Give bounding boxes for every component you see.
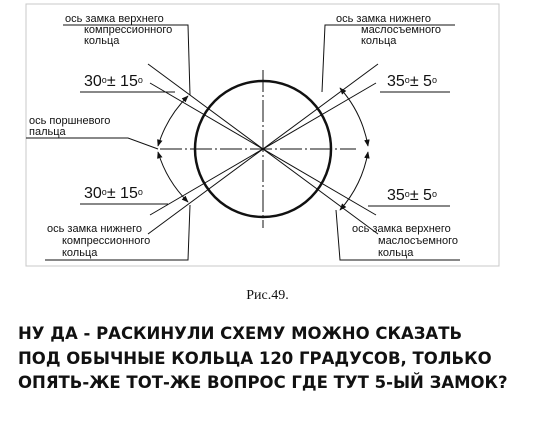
bottom-right-angle-arc [340, 152, 368, 210]
bottom-left-angle-arc [158, 152, 188, 202]
leader-pin [26, 138, 158, 149]
degree-mark: o [137, 75, 143, 85]
top-left-angle-arc [158, 96, 188, 146]
label-bottom-left-line1: ось замка нижнего [47, 223, 143, 235]
label-top-right-line3: кольца [361, 35, 397, 47]
top-right-angle-arc [340, 88, 368, 146]
angle-top-left-tolerance: ± 15 [106, 73, 138, 90]
comment-line: ОПЯТЬ-ЖЕ ТОТ-ЖЕ ВОПРОС ГДЕ ТУТ 5-ЫЙ ЗАМОК? [18, 373, 508, 392]
angle-bottom-right-tolerance: ± 5 [409, 187, 432, 204]
angle-top-right [387, 73, 437, 91]
degree-mark: o [101, 187, 107, 197]
degree-mark: o [137, 187, 143, 197]
angle-bottom-left-tolerance: ± 15 [106, 185, 138, 202]
angle-bottom-left-value: 30 [84, 185, 102, 202]
comment-line: НУ ДА - РАСКИНУЛИ СХЕМУ МОЖНО СКАЗАТЬ [18, 324, 463, 343]
label-top-left-line3: кольца [84, 35, 120, 47]
label-bottom-right-line3: кольца [378, 247, 414, 259]
angle-bottom-right-value: 35 [387, 187, 405, 204]
degree-mark: o [431, 75, 437, 85]
label-bottom-left-line3: кольца [62, 247, 98, 259]
angle-bottom-left [84, 185, 143, 203]
label-bottom-left-line2: компрессионного [62, 235, 151, 247]
degree-mark: o [404, 189, 410, 199]
angle-top-right-value: 35 [387, 73, 405, 90]
degree-mark: o [431, 189, 437, 199]
comment-line: ПОД ОБЫЧНЫЕ КОЛЬЦА 120 ГРАДУСОВ, ТОЛЬКО [18, 348, 492, 368]
label-pin-line2: пальца [29, 126, 66, 138]
angle-bottom-right [387, 187, 437, 205]
angle-top-left [84, 73, 143, 91]
label-top-right-line1: ось замка нижнего [336, 13, 432, 25]
label-bottom-right-line1: ось замка верхнего [352, 223, 451, 235]
angle-top-left-value: 30 [84, 73, 102, 90]
degree-mark: o [404, 75, 410, 85]
comment-text [18, 322, 528, 396]
angle-top-right-tolerance: ± 5 [409, 73, 432, 90]
figure-caption: Рис.49. [246, 288, 289, 303]
label-top-right-line2: маслосъемного [361, 24, 441, 36]
label-top-left-line2: компрессионного [84, 24, 173, 36]
degree-mark: o [101, 75, 107, 85]
label-pin-line1: ось поршневого [29, 115, 111, 127]
label-bottom-right-line2: маслосъемного [378, 235, 458, 247]
label-top-left-line1: ось замка верхнего [65, 13, 164, 25]
